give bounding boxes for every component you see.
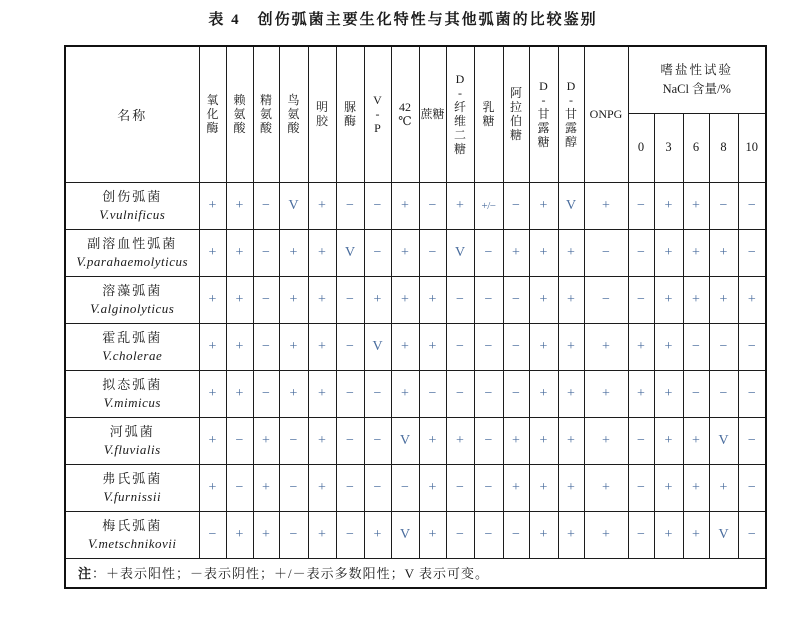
species-name-cell bbox=[65, 182, 199, 229]
result-cell: + bbox=[584, 511, 628, 558]
result-cell: + bbox=[446, 182, 474, 229]
species-name-cell bbox=[65, 323, 199, 370]
result-cell: + bbox=[391, 276, 419, 323]
result-cell: − bbox=[226, 417, 253, 464]
result-cell: − bbox=[336, 464, 364, 511]
col-header-nacl-3: 3 bbox=[654, 113, 683, 182]
result-cell: + bbox=[683, 182, 709, 229]
result-cell: − bbox=[253, 229, 279, 276]
species-name-cell bbox=[65, 276, 199, 323]
table-row-parahaemolyticus bbox=[65, 229, 766, 276]
result-cell: + bbox=[419, 417, 446, 464]
result-cell: − bbox=[738, 464, 766, 511]
species-name-cn: 拟态弧菌 bbox=[102, 376, 163, 392]
note-label: 注 bbox=[78, 566, 93, 582]
species-name-latin: V.parahaemolyticus bbox=[76, 253, 189, 269]
result-cell: + bbox=[558, 276, 584, 323]
result-cell: − bbox=[474, 511, 503, 558]
result-cell: + bbox=[419, 276, 446, 323]
result-cell: + bbox=[709, 276, 738, 323]
result-cell: − bbox=[709, 370, 738, 417]
result-cell: + bbox=[364, 511, 391, 558]
result-cell: + bbox=[529, 182, 558, 229]
result-cell: + bbox=[253, 511, 279, 558]
species-name-latin: V.furnissii bbox=[103, 488, 162, 504]
result-cell: − bbox=[336, 276, 364, 323]
result-cell: − bbox=[474, 370, 503, 417]
species-name-cell bbox=[65, 464, 199, 511]
result-cell: + bbox=[529, 276, 558, 323]
result-cell: − bbox=[419, 229, 446, 276]
result-cell: + bbox=[226, 511, 253, 558]
result-cell: + bbox=[503, 229, 529, 276]
result-cell: + bbox=[584, 182, 628, 229]
result-cell: + bbox=[279, 370, 308, 417]
result-cell: + bbox=[308, 464, 336, 511]
result-cell: + bbox=[279, 323, 308, 370]
result-cell: + bbox=[529, 323, 558, 370]
col-header-gelatin: 明 胶 bbox=[308, 46, 336, 182]
result-cell: − bbox=[391, 464, 419, 511]
result-cell: + bbox=[683, 417, 709, 464]
result-cell: − bbox=[584, 229, 628, 276]
result-cell: − bbox=[709, 182, 738, 229]
col-header-oxidase: 氧 化 酶 bbox=[199, 46, 226, 182]
result-cell: − bbox=[253, 323, 279, 370]
result-cell: − bbox=[364, 417, 391, 464]
result-cell: − bbox=[446, 276, 474, 323]
result-cell: + bbox=[446, 417, 474, 464]
col-header-vp: V - P bbox=[364, 46, 391, 182]
species-name-cn: 梅氏弧菌 bbox=[102, 517, 163, 533]
result-cell: − bbox=[628, 182, 654, 229]
result-cell: − bbox=[446, 370, 474, 417]
result-cell: + bbox=[253, 417, 279, 464]
result-cell: + bbox=[529, 511, 558, 558]
species-name-latin: V.alginolyticus bbox=[90, 300, 175, 316]
result-cell: − bbox=[364, 370, 391, 417]
page-title: 表 4 创伤弧菌主要生化特性与其他弧菌的比较鉴别 bbox=[208, 12, 598, 28]
result-cell: − bbox=[336, 182, 364, 229]
result-cell: + bbox=[199, 323, 226, 370]
result-cell: + bbox=[308, 511, 336, 558]
result-cell: + bbox=[226, 323, 253, 370]
result-cell: + bbox=[226, 370, 253, 417]
result-cell: + bbox=[683, 511, 709, 558]
result-cell: + bbox=[654, 182, 683, 229]
result-cell: + bbox=[226, 229, 253, 276]
result-cell: + bbox=[654, 464, 683, 511]
vibrio-comparison-table bbox=[64, 45, 767, 589]
result-cell: + bbox=[654, 417, 683, 464]
result-cell: − bbox=[503, 370, 529, 417]
result-cell: + bbox=[279, 276, 308, 323]
result-cell: − bbox=[279, 511, 308, 558]
result-cell: + bbox=[419, 511, 446, 558]
result-cell: − bbox=[279, 417, 308, 464]
col-header-lysine: 赖 氨 酸 bbox=[226, 46, 253, 182]
result-cell: − bbox=[474, 323, 503, 370]
col-header-lactose: 乳 糖 bbox=[474, 46, 503, 182]
result-cell: + bbox=[558, 464, 584, 511]
col-header-nacl-6: 6 bbox=[683, 113, 709, 182]
result-cell: + bbox=[654, 323, 683, 370]
result-cell: − bbox=[279, 464, 308, 511]
result-cell: + bbox=[199, 370, 226, 417]
result-cell: − bbox=[628, 464, 654, 511]
col-header-arabinose: 阿 拉 伯 糖 bbox=[503, 46, 529, 182]
result-cell: + bbox=[226, 182, 253, 229]
result-cell: + bbox=[308, 182, 336, 229]
result-cell: + bbox=[308, 323, 336, 370]
col-header-d-cellobiose: D - 纤 维 二 糖 bbox=[446, 46, 474, 182]
table-row-mimicus bbox=[65, 370, 766, 417]
note-text: ：＋表示阳性；－表示阴性；＋/－表示多数阳性；V 表示可变。 bbox=[92, 566, 490, 582]
result-cell: − bbox=[628, 417, 654, 464]
result-cell: + bbox=[529, 229, 558, 276]
result-cell: + bbox=[199, 229, 226, 276]
result-cell: + bbox=[584, 323, 628, 370]
species-name-latin: V.cholerae bbox=[102, 347, 163, 363]
col-header-nacl-0: 0 bbox=[628, 113, 654, 182]
result-cell: − bbox=[474, 229, 503, 276]
result-cell: + bbox=[529, 464, 558, 511]
result-cell: − bbox=[446, 323, 474, 370]
result-cell: V bbox=[709, 417, 738, 464]
result-cell: − bbox=[364, 464, 391, 511]
result-cell: − bbox=[628, 276, 654, 323]
species-name-cell bbox=[65, 229, 199, 276]
result-cell: − bbox=[474, 417, 503, 464]
species-name-cn: 创伤弧菌 bbox=[102, 188, 163, 204]
result-cell: + bbox=[391, 229, 419, 276]
result-cell: + bbox=[529, 417, 558, 464]
species-name-latin: V.metschnikovii bbox=[88, 535, 177, 551]
species-name-latin: V.fluvialis bbox=[103, 441, 161, 457]
result-cell: + bbox=[253, 464, 279, 511]
name-column-header: 名称 bbox=[65, 46, 199, 182]
result-cell: − bbox=[683, 323, 709, 370]
col-header-onpg: ONPG bbox=[584, 46, 628, 182]
result-cell: − bbox=[419, 370, 446, 417]
species-name-latin: V.vulnificus bbox=[99, 206, 166, 222]
result-cell: + bbox=[628, 370, 654, 417]
result-cell: + bbox=[654, 276, 683, 323]
result-cell: + bbox=[683, 464, 709, 511]
result-cell: − bbox=[738, 417, 766, 464]
result-cell: − bbox=[253, 276, 279, 323]
result-cell: + bbox=[558, 323, 584, 370]
result-cell: − bbox=[503, 511, 529, 558]
result-cell: − bbox=[364, 182, 391, 229]
col-header-ornithine: 鸟 氨 酸 bbox=[279, 46, 308, 182]
result-cell: + bbox=[308, 276, 336, 323]
result-cell: − bbox=[738, 182, 766, 229]
result-cell: V bbox=[391, 511, 419, 558]
result-cell: − bbox=[336, 323, 364, 370]
result-cell: + bbox=[419, 323, 446, 370]
result-cell: + bbox=[558, 511, 584, 558]
result-cell: V bbox=[446, 229, 474, 276]
result-cell: V bbox=[364, 323, 391, 370]
result-cell: + bbox=[584, 370, 628, 417]
species-name-cn: 弗氏弧菌 bbox=[102, 470, 163, 486]
result-cell: − bbox=[738, 511, 766, 558]
result-cell: − bbox=[226, 464, 253, 511]
result-cell: − bbox=[738, 229, 766, 276]
result-cell: − bbox=[199, 511, 226, 558]
result-cell: − bbox=[336, 511, 364, 558]
table-row-furnissii bbox=[65, 464, 766, 511]
result-cell: + bbox=[709, 464, 738, 511]
result-cell: − bbox=[336, 417, 364, 464]
result-cell: − bbox=[683, 370, 709, 417]
result-cell: − bbox=[474, 464, 503, 511]
result-cell: − bbox=[474, 276, 503, 323]
result-cell: + bbox=[308, 229, 336, 276]
col-header-arginine: 精 氨 酸 bbox=[253, 46, 279, 182]
col-header-urease: 脲 酶 bbox=[336, 46, 364, 182]
result-cell: + bbox=[558, 370, 584, 417]
species-name-cell bbox=[65, 417, 199, 464]
species-name-cn: 溶藻弧菌 bbox=[102, 282, 163, 298]
table-row-cholerae bbox=[65, 323, 766, 370]
species-name-cell bbox=[65, 370, 199, 417]
result-cell: + bbox=[226, 276, 253, 323]
result-cell: + bbox=[364, 276, 391, 323]
result-cell: V bbox=[336, 229, 364, 276]
result-cell: + bbox=[503, 417, 529, 464]
result-cell: − bbox=[503, 323, 529, 370]
result-cell: +/− bbox=[474, 182, 503, 229]
result-cell: − bbox=[738, 323, 766, 370]
result-cell: + bbox=[308, 417, 336, 464]
table-note bbox=[65, 558, 766, 588]
result-cell: − bbox=[584, 276, 628, 323]
result-cell: − bbox=[628, 229, 654, 276]
species-name-latin: V.mimicus bbox=[103, 394, 161, 410]
table-row-alginolyticus bbox=[65, 276, 766, 323]
result-cell: + bbox=[558, 417, 584, 464]
col-header-42c: 42 ℃ bbox=[391, 46, 419, 182]
result-cell: V bbox=[709, 511, 738, 558]
result-cell: − bbox=[446, 464, 474, 511]
species-name-cn: 副溶血性弧菌 bbox=[87, 235, 178, 251]
result-cell: + bbox=[199, 182, 226, 229]
result-cell: − bbox=[419, 182, 446, 229]
result-cell: − bbox=[709, 323, 738, 370]
result-cell: − bbox=[446, 511, 474, 558]
result-cell: + bbox=[683, 276, 709, 323]
col-header-d-mannitol: D - 甘 露 醇 bbox=[558, 46, 584, 182]
result-cell: − bbox=[253, 182, 279, 229]
result-cell: + bbox=[279, 229, 308, 276]
result-cell: V bbox=[391, 417, 419, 464]
result-cell: + bbox=[391, 323, 419, 370]
result-cell: + bbox=[199, 276, 226, 323]
result-cell: − bbox=[253, 370, 279, 417]
col-header-d-mannose: D - 甘 露 糖 bbox=[529, 46, 558, 182]
result-cell: + bbox=[584, 464, 628, 511]
result-cell: − bbox=[336, 370, 364, 417]
result-cell: + bbox=[391, 370, 419, 417]
salt-tolerance-group-header bbox=[628, 46, 766, 113]
result-cell: + bbox=[199, 464, 226, 511]
col-header-sucrose: 蔗糖 bbox=[419, 46, 446, 182]
result-cell: + bbox=[529, 370, 558, 417]
result-cell: − bbox=[503, 276, 529, 323]
species-name-cn: 霍乱弧菌 bbox=[102, 329, 163, 345]
header-row-1 bbox=[65, 46, 766, 113]
result-cell: V bbox=[279, 182, 308, 229]
result-cell: + bbox=[709, 229, 738, 276]
species-name-cell bbox=[65, 511, 199, 558]
result-cell: + bbox=[308, 370, 336, 417]
result-cell: + bbox=[584, 417, 628, 464]
table-row-vulnificus bbox=[65, 182, 766, 229]
species-name-cn: 河弧菌 bbox=[109, 423, 155, 439]
result-cell: − bbox=[628, 511, 654, 558]
salt-group-subtitle: NaCl 含量/% bbox=[662, 81, 731, 96]
result-cell: + bbox=[654, 370, 683, 417]
result-cell: + bbox=[199, 417, 226, 464]
result-cell: + bbox=[683, 229, 709, 276]
result-cell: − bbox=[738, 370, 766, 417]
result-cell: + bbox=[391, 182, 419, 229]
result-cell: + bbox=[628, 323, 654, 370]
result-cell: + bbox=[654, 229, 683, 276]
result-cell: − bbox=[503, 182, 529, 229]
result-cell: + bbox=[503, 464, 529, 511]
table-row-fluvialis bbox=[65, 417, 766, 464]
note-row bbox=[65, 558, 766, 588]
comparison-table-wrapper bbox=[64, 45, 767, 589]
table-row-metschnikovii bbox=[65, 511, 766, 558]
result-cell: − bbox=[364, 229, 391, 276]
col-header-nacl-8: 8 bbox=[709, 113, 738, 182]
result-cell: + bbox=[654, 511, 683, 558]
salt-group-title: 嗜盐性试验 bbox=[660, 62, 734, 77]
result-cell: + bbox=[419, 464, 446, 511]
result-cell: + bbox=[738, 276, 766, 323]
result-cell: V bbox=[558, 182, 584, 229]
result-cell: + bbox=[558, 229, 584, 276]
col-header-nacl-10: 10 bbox=[738, 113, 766, 182]
